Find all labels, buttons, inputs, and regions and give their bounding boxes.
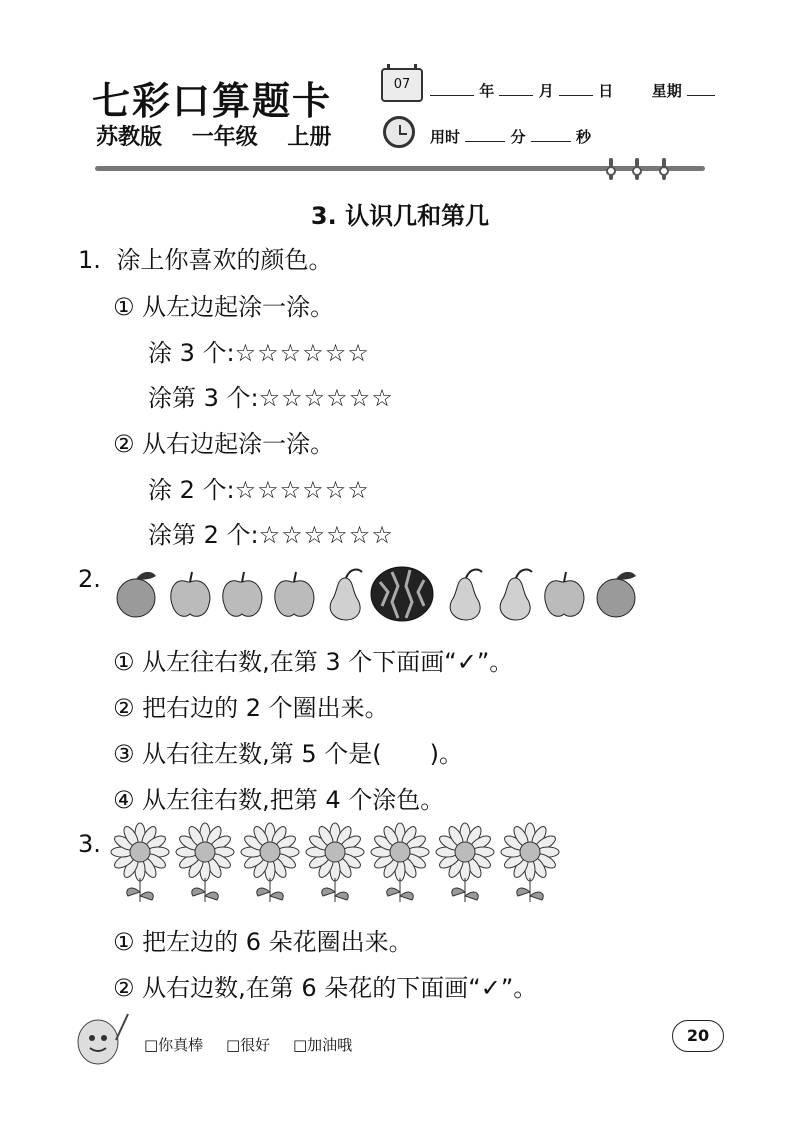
orange-icon	[117, 572, 156, 617]
star-row[interactable]: ☆☆☆☆☆☆	[258, 384, 394, 412]
flower-icon	[241, 823, 299, 902]
orange-icon	[597, 572, 636, 617]
day-label: 日	[598, 82, 614, 100]
q1-part1-item2	[148, 378, 394, 413]
q3-number: 3.	[78, 830, 101, 858]
weekday-label: 星期	[651, 82, 682, 100]
q1-item-text: 涂第 3 个:	[148, 384, 259, 412]
flower-row	[108, 822, 568, 904]
q1-part2-item2	[148, 515, 394, 550]
q1-part1-item1	[148, 333, 370, 368]
q1-item-text: 涂第 2 个:	[148, 521, 259, 549]
edition-volume: 上册	[287, 125, 332, 150]
clock-icon	[383, 116, 415, 148]
star-row[interactable]: ☆☆☆☆☆☆	[234, 476, 370, 504]
year-label: 年	[479, 82, 495, 100]
q3-part2: ② 从右边数,在第 6 朵花的下面画“✓”。	[113, 974, 538, 1002]
flower-icon	[111, 823, 169, 902]
apple-icon	[223, 572, 262, 616]
q2-number: 2.	[78, 565, 101, 593]
star-row[interactable]: ☆☆☆☆☆☆	[258, 521, 394, 549]
brand-title: 七彩口算题卡	[92, 78, 333, 123]
watermelon-icon	[371, 567, 433, 621]
q1-part1-label: ① 从左边起涂一涂。	[113, 293, 335, 321]
q1-prompt	[78, 240, 333, 275]
flower-icon	[306, 823, 364, 902]
flower-icon	[371, 823, 429, 902]
q3-part1: ① 把左边的 6 朵花圈出来。	[113, 928, 413, 956]
calendar-icon	[381, 68, 423, 102]
q1-part2-item1	[148, 470, 370, 505]
year-blank[interactable]	[430, 95, 474, 96]
rating-great[interactable]: □你真棒	[144, 1036, 204, 1054]
q1-number: 1.	[78, 246, 101, 274]
binder-pin-icon	[662, 158, 666, 180]
q1-part2-label: ② 从右边起涂一涂。	[113, 430, 335, 458]
q1-item-text: 涂 2 个:	[148, 476, 235, 504]
apple-icon	[171, 572, 210, 616]
lesson-title: 3. 认识几和第几	[310, 202, 490, 230]
weekday-blank[interactable]	[687, 95, 715, 96]
minutes-label: 分	[510, 128, 526, 146]
q2-part2: ② 把右边的 2 个圈出来。	[113, 694, 389, 722]
calendar-day: 07	[393, 77, 411, 92]
binder-pin-icon	[635, 158, 639, 180]
month-label: 月	[538, 82, 554, 100]
minutes-blank[interactable]	[465, 141, 505, 142]
apple-icon	[545, 572, 584, 616]
q2-part3: ③ 从右往左数,第 5 个是( )。	[113, 740, 464, 768]
rating-options	[144, 1034, 370, 1055]
edition-publisher: 苏教版	[96, 125, 163, 150]
seconds-blank[interactable]	[531, 141, 571, 142]
flower-icon	[436, 823, 494, 902]
q2-part1: ① 从左往右数,在第 3 个下面画“✓”。	[113, 648, 514, 676]
q1-text: 涂上你喜欢的颜色。	[116, 246, 333, 274]
edition-info	[96, 120, 353, 151]
pear-icon	[330, 570, 362, 620]
pear-icon	[450, 570, 482, 620]
flower-icon	[501, 823, 559, 902]
pear-icon	[500, 570, 532, 620]
star-row[interactable]: ☆☆☆☆☆☆	[234, 339, 370, 367]
apple-icon	[275, 572, 314, 616]
time-used-label: 用时	[430, 128, 461, 146]
seconds-label: 秒	[575, 128, 591, 146]
rating-keep-going[interactable]: □加油哦	[292, 1036, 353, 1054]
rating-good[interactable]: □很好	[225, 1036, 271, 1054]
page-number: 20	[672, 1020, 724, 1052]
fruit-row	[108, 562, 648, 622]
month-blank[interactable]	[499, 95, 533, 96]
time-fill-line	[430, 126, 591, 147]
flower-icon	[176, 823, 234, 902]
q2-part4: ④ 从左往右数,把第 4 个涂色。	[113, 786, 445, 814]
q1-item-text: 涂 3 个:	[148, 339, 235, 367]
edition-grade: 一年级	[191, 125, 258, 150]
day-blank[interactable]	[559, 95, 593, 96]
date-fill-line	[430, 80, 715, 101]
binder-pin-icon	[609, 158, 613, 180]
mascot-icon	[72, 1010, 132, 1068]
